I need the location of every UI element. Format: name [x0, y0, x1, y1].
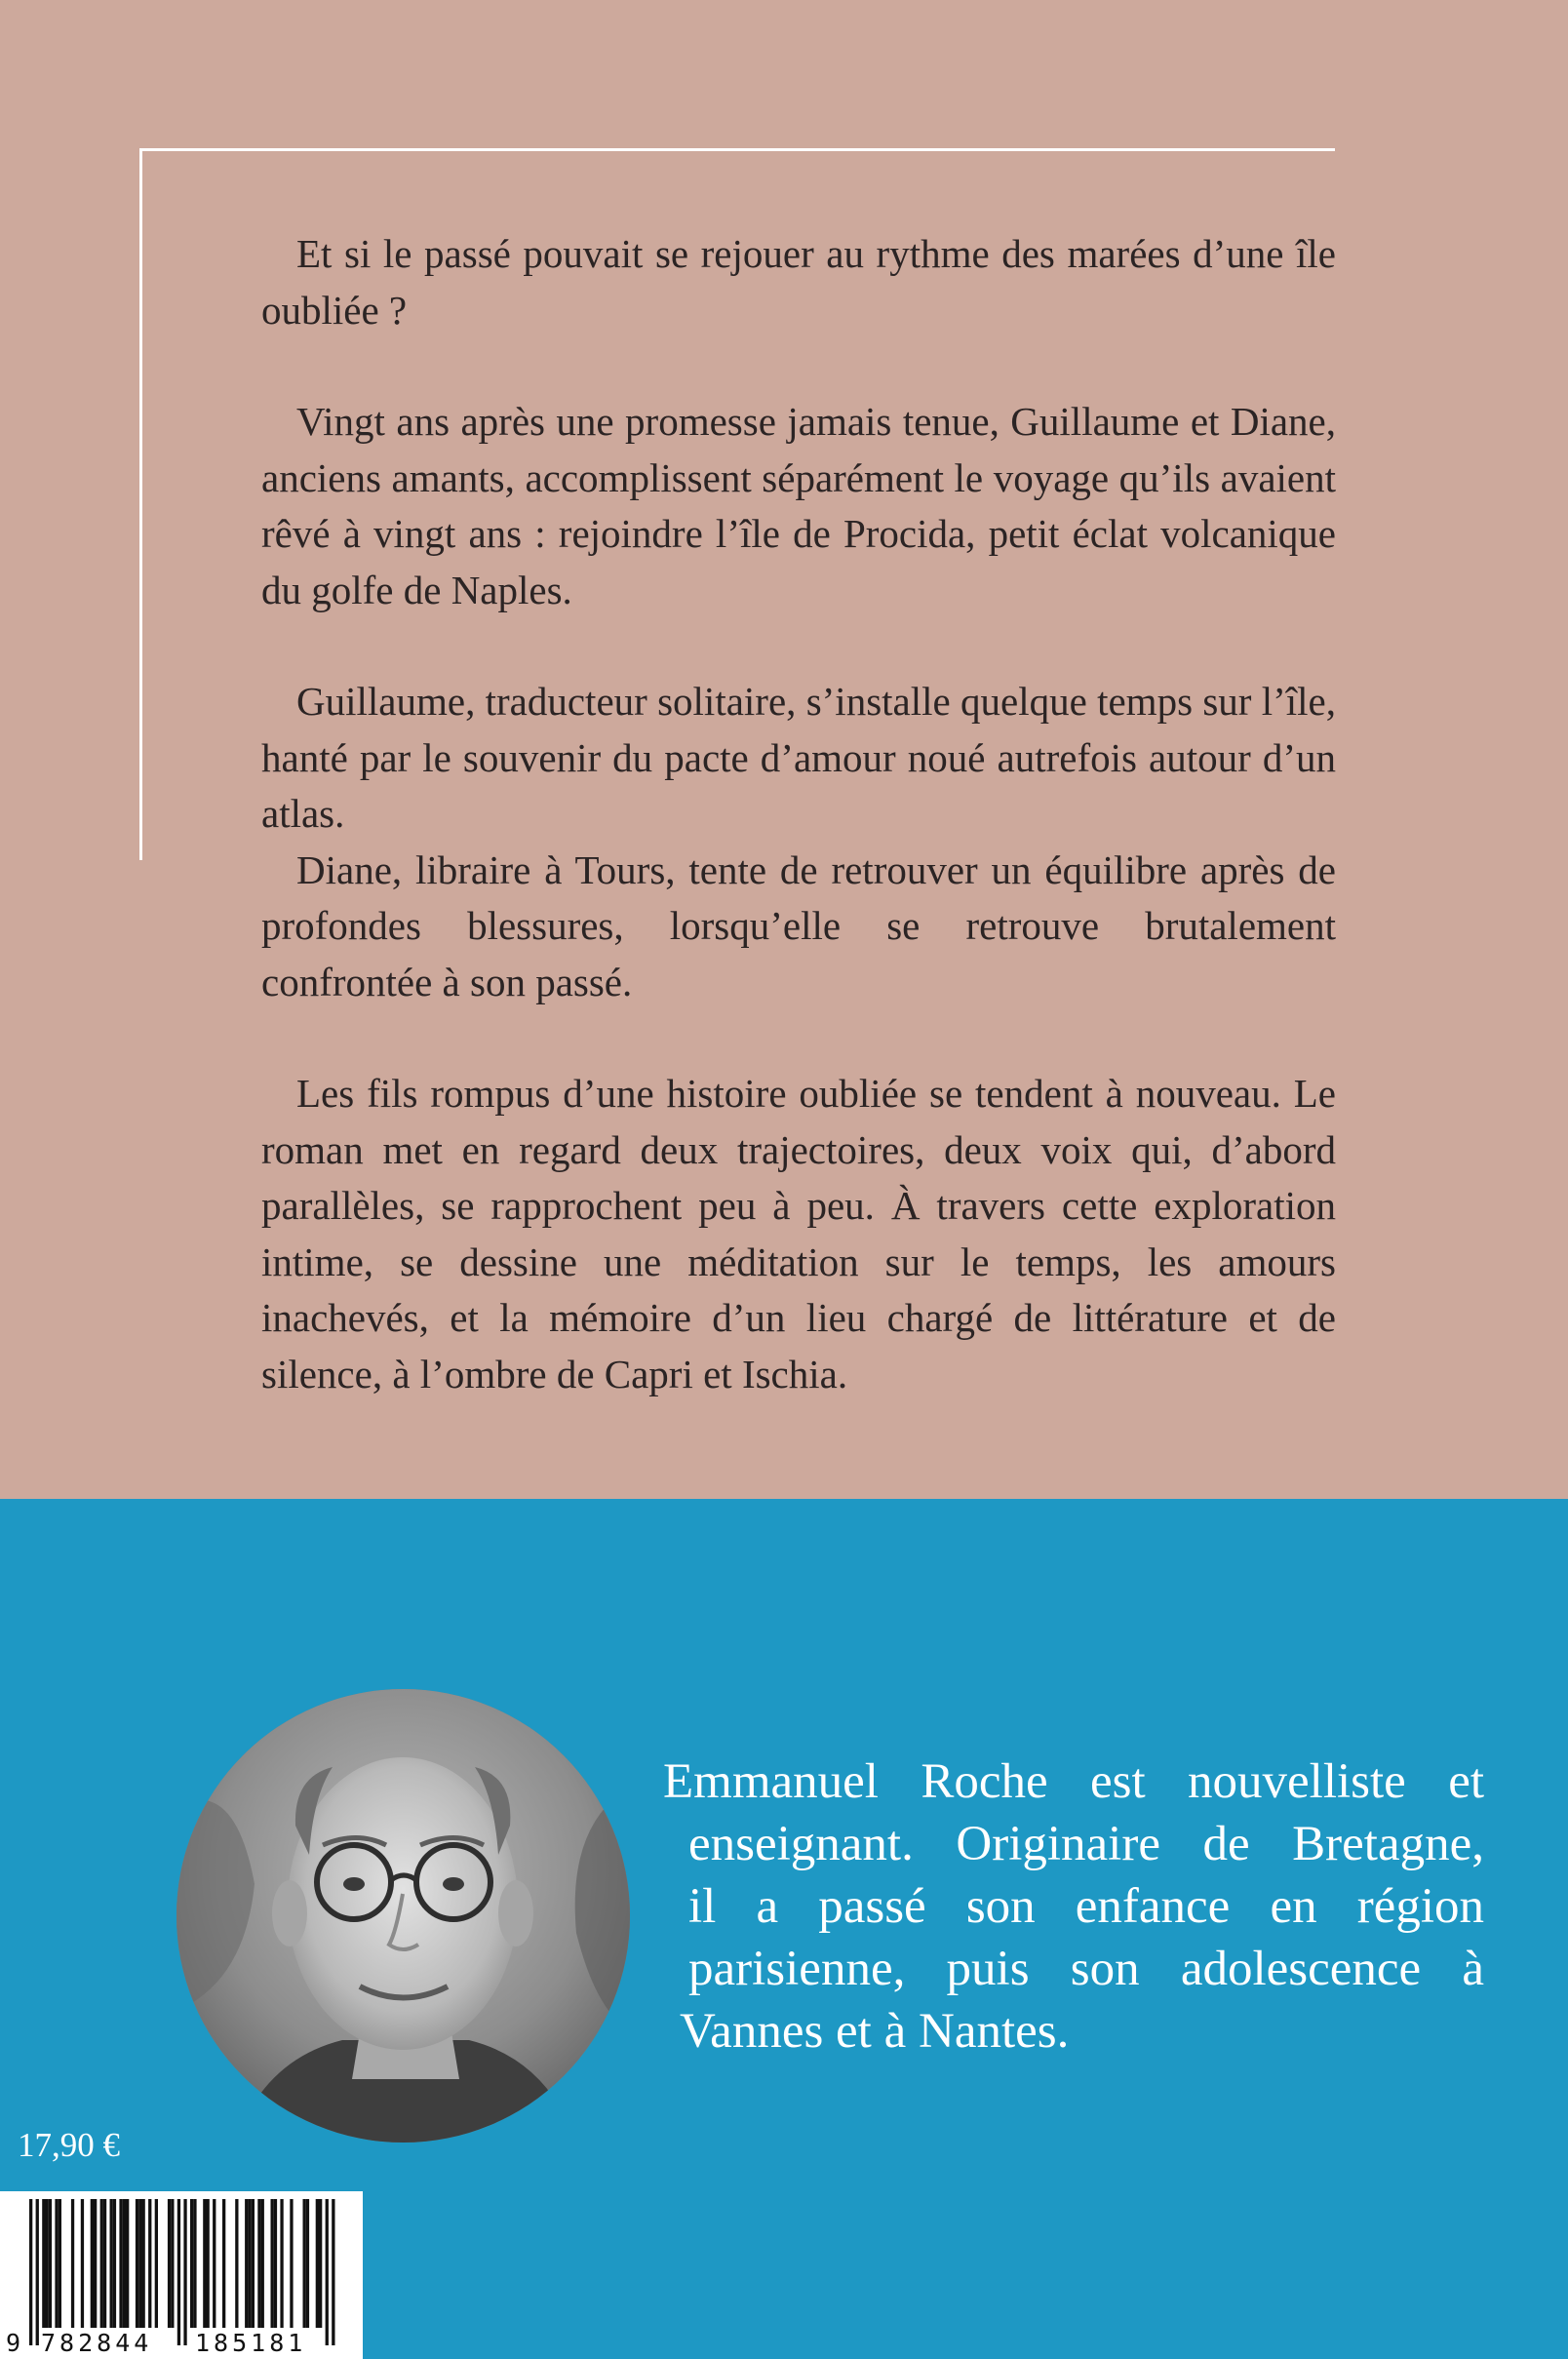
barcode-bar	[248, 2199, 251, 2328]
author-bio-line-4: parisienne, puis son adolescence à	[688, 1942, 1484, 1996]
barcode-bar	[100, 2199, 103, 2328]
barcode-bar	[193, 2199, 196, 2328]
barcode-bar	[203, 2199, 206, 2328]
barcode-bar	[190, 2199, 193, 2328]
barcode-bar	[332, 2199, 334, 2345]
barcode-bar	[29, 2199, 32, 2345]
isbn-digit-first: 9	[6, 2329, 21, 2357]
barcode-bar	[213, 2199, 216, 2328]
blurb-paragraph-1: Et si le passé pouvait se rejouer au rythme des marées d’une île oubliée ?	[261, 231, 1336, 333]
barcode-bar	[245, 2199, 248, 2328]
book-price: 17,90 €	[18, 2126, 120, 2164]
barcode-bar	[274, 2199, 277, 2328]
barcode-bar	[42, 2199, 45, 2328]
barcode-bar	[306, 2199, 309, 2328]
author-bio-line-2: enseignant. Originaire de Bretagne,	[688, 1817, 1484, 1871]
frame-line-left	[139, 148, 142, 860]
barcode-bar	[138, 2199, 141, 2328]
barcode-bar	[257, 2199, 260, 2328]
barcode-bar	[142, 2199, 145, 2328]
barcode-bar	[36, 2199, 39, 2345]
barcode-bar	[207, 2199, 210, 2328]
isbn-digits-left: 782844	[41, 2329, 153, 2357]
barcode-bar	[91, 2199, 94, 2328]
barcode-bar	[119, 2199, 122, 2328]
barcode-bar	[136, 2199, 138, 2328]
frame-line-top	[139, 148, 1335, 151]
barcode-bar	[261, 2199, 264, 2328]
barcode-bar	[177, 2199, 180, 2345]
barcode-bar	[319, 2199, 322, 2328]
isbn-digits-right: 185181	[195, 2329, 307, 2357]
barcode-bar	[59, 2199, 61, 2328]
blurb-paragraph-2: Vingt ans après une promesse jamais tenue, Guillaume et Diane, anciens amants, accomplissent séparément le voyage qu’ils avaient rêvé à vingt ans : rejoindre l’île de Procida, petit éclat volcanique du golfe de Naples.	[261, 399, 1336, 612]
barcode-bar	[46, 2199, 49, 2328]
author-bio	[663, 1750, 1484, 2063]
barcode-bar	[168, 2199, 171, 2328]
blurb-paragraph-4: Diane, libraire à Tours, tente de retrouver un équilibre après de profondes blessures, lorsqu’elle se retrouve brutalement confrontée à son passé.	[261, 846, 1336, 1004]
barcode-bar	[148, 2199, 151, 2328]
barcode-bar	[71, 2199, 74, 2328]
barcode-bar	[326, 2199, 329, 2345]
author-bio-line-1: Emmanuel Roche est nouvelliste et	[663, 1754, 1484, 1809]
barcode-bar	[271, 2199, 274, 2328]
barcode-bar	[303, 2199, 306, 2328]
barcode-bar	[110, 2199, 113, 2328]
author-bio-line-5: Vannes et à Nantes.	[680, 2004, 1070, 2059]
isbn-digits	[0, 2327, 363, 2359]
author-portrait-photo	[176, 1689, 630, 2143]
barcode-bar	[316, 2199, 319, 2328]
barcode-bar	[94, 2199, 97, 2328]
barcode-bar	[113, 2199, 116, 2328]
barcode-bar	[155, 2199, 158, 2328]
barcode-bar	[222, 2199, 225, 2328]
barcode-bar	[171, 2199, 174, 2328]
barcode-bar	[235, 2199, 238, 2328]
barcode-bar	[49, 2199, 52, 2328]
barcode-bar	[183, 2199, 186, 2345]
barcode-bar	[81, 2199, 84, 2328]
author-bio-line-3: il a passé son enfance en région	[688, 1879, 1484, 1934]
barcode-bar	[280, 2199, 283, 2328]
barcode-bar	[126, 2199, 129, 2328]
blurb-paragraph-5: Les fils rompus d’une histoire oubliée se tendent à nouveau. Le roman met en regard deux trajectoires, deux voix qui, d’abord parallèles, se rapprochent peu à peu. À travers cette exploration intime, se dessine une méditation sur le temps, les amours inachevés, et la mémoire d’un lieu chargé de littérature et de silence, à l’ombre de Capri et Ischia.	[261, 1071, 1336, 1396]
book-blurb	[261, 226, 1336, 1402]
barcode-bar	[252, 2199, 255, 2328]
barcode-bar	[55, 2199, 58, 2328]
barcode-bar	[123, 2199, 126, 2328]
blurb-paragraph-3: Guillaume, traducteur solitaire, s’installe quelque temps sur l’île, hanté par le souvenir du pacte d’amour noué autrefois autour d’un atlas.	[261, 679, 1336, 836]
barcode-bar	[103, 2199, 106, 2328]
barcode-bar	[290, 2199, 293, 2328]
